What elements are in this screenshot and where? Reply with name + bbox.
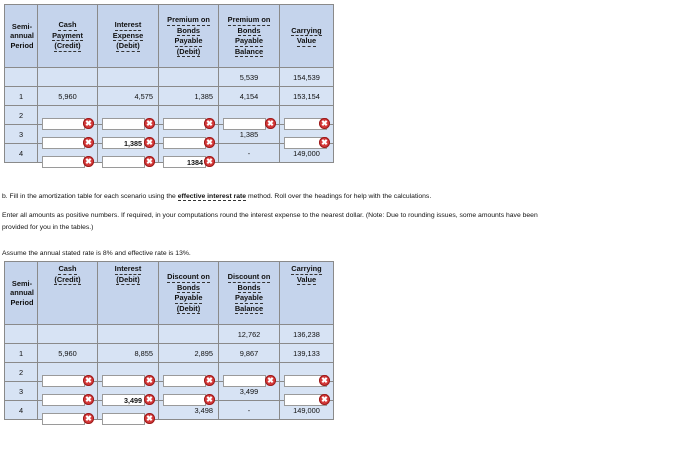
cash-input[interactable] [42,413,85,425]
balance-value: 9,867 [219,344,280,363]
error-x-icon: ✖ [204,375,215,386]
cash-input[interactable] [42,137,85,149]
error-x-icon: ✖ [83,413,94,424]
header-premium-payable[interactable]: Premium on Bonds Payable (Debit) [159,5,219,68]
error-x-icon: ✖ [144,137,155,148]
error-x-icon: ✖ [144,156,155,167]
cash-input[interactable] [42,156,85,168]
interest-input[interactable] [102,413,145,425]
interest-input[interactable]: 1,385 [102,137,145,149]
table-row [5,344,334,363]
error-x-icon: ✖ [83,137,94,148]
carrying-value: 139,133 [280,344,334,363]
period-cell: 1 [5,344,38,363]
table-row [5,87,334,106]
payable-input[interactable]: 1384 [163,156,206,168]
error-x-icon: ✖ [83,394,94,405]
carrying-value: 149,000 [280,144,334,163]
interest-input[interactable] [102,375,145,387]
payable-value: 2,895 [159,344,219,363]
table-row [5,363,334,382]
interest-input[interactable] [102,118,145,130]
error-x-icon: ✖ [204,137,215,148]
balance-value: 3,499 [219,382,280,401]
carrying-value: 153,154 [280,87,334,106]
balance-value: - [219,144,280,163]
balance-value: 12,762 [219,325,280,344]
payable-input[interactable] [163,118,206,130]
carrying-value: 149,000 [280,401,334,420]
payable-value: 3,498 [159,401,219,420]
error-x-icon: ✖ [144,394,155,405]
header-premium-balance[interactable]: Premium on Bonds Payable Balance [219,5,280,68]
header-row [5,5,334,68]
effective-interest-rate-link[interactable]: effective interest rate [177,193,247,200]
header-interest-debit[interactable]: Interest (Debit) [98,262,159,325]
header-period: Semi- annual Period [5,5,38,68]
carrying-value: 154,539 [280,68,334,87]
period-cell: 4 [5,144,38,163]
interest-value: 8,855 [98,344,159,363]
period-cell: 2 [5,106,38,125]
error-x-icon: ✖ [319,375,330,386]
amortization-table-discount [4,261,334,423]
cash-value: 5,960 [38,87,98,106]
period-cell: 3 [5,382,38,401]
balance-value: - [219,401,280,420]
error-x-icon: ✖ [265,375,276,386]
error-x-icon: ✖ [204,156,215,167]
scenario-text: Assume the annual stated rate is 8% and effective rate is 13%. [2,250,191,257]
error-x-icon: ✖ [144,413,155,424]
error-x-icon: ✖ [204,394,215,405]
header-cash-payment[interactable]: Cash Payment (Credit) [38,5,98,68]
payable-value: 1,385 [159,87,219,106]
error-x-icon: ✖ [319,394,330,405]
error-x-icon: ✖ [265,118,276,129]
balance-input[interactable] [223,375,266,387]
table-row [5,325,334,344]
error-x-icon: ✖ [83,156,94,167]
period-cell: 4 [5,401,38,420]
period-cell [5,325,38,344]
header-row [5,262,334,325]
interest-input[interactable] [102,156,145,168]
header-interest-expense[interactable]: Interest Expense (Debit) [98,5,159,68]
instruction-line-1: b. Fill in the amortization table for each scenario using the effective interest rate method. Roll over the headings for help with the calculations. [2,193,432,200]
balance-value: 1,385 [219,125,280,144]
header-carrying-value[interactable]: Carrying Value [280,262,334,325]
error-x-icon: ✖ [319,118,330,129]
payable-input[interactable] [163,375,206,387]
period-cell: 1 [5,87,38,106]
amortization-table-premium [4,4,334,167]
error-x-icon: ✖ [83,375,94,386]
interest-input[interactable]: 3,499 [102,394,145,406]
error-x-icon: ✖ [204,118,215,129]
header-cash-credit[interactable]: Cash (Credit) [38,262,98,325]
error-x-icon: ✖ [319,137,330,148]
payable-input[interactable] [163,137,206,149]
period-cell: 3 [5,125,38,144]
header-discount-payable[interactable]: Discount on Bonds Payable (Debit) [159,262,219,325]
instruction-line-3: provided for you in the tables.) [2,224,94,231]
error-x-icon: ✖ [83,118,94,129]
header-period: Semi- annual Period [5,262,38,325]
instruction-line-2: Enter all amounts as positive numbers. If required, in your computations round the interest expense to the nearest dollar. (Note: Due to rounding issues, some amounts have been [2,212,538,219]
cash-value: 5,960 [38,344,98,363]
balance-input[interactable] [223,118,266,130]
balance-value: 5,539 [219,68,280,87]
cash-input[interactable] [42,394,85,406]
error-x-icon: ✖ [144,118,155,129]
cash-input[interactable] [42,375,85,387]
carrying-value: 136,238 [280,325,334,344]
interest-value: 4,575 [98,87,159,106]
table-row [5,106,334,125]
period-cell [5,68,38,87]
header-carrying-value[interactable]: Carrying Value [280,5,334,68]
balance-value: 4,154 [219,87,280,106]
header-discount-balance[interactable]: Discount on Bonds Payable Balance [219,262,280,325]
table-row [5,68,334,87]
error-x-icon: ✖ [144,375,155,386]
payable-input[interactable] [163,394,206,406]
period-cell: 2 [5,363,38,382]
cash-input[interactable] [42,118,85,130]
